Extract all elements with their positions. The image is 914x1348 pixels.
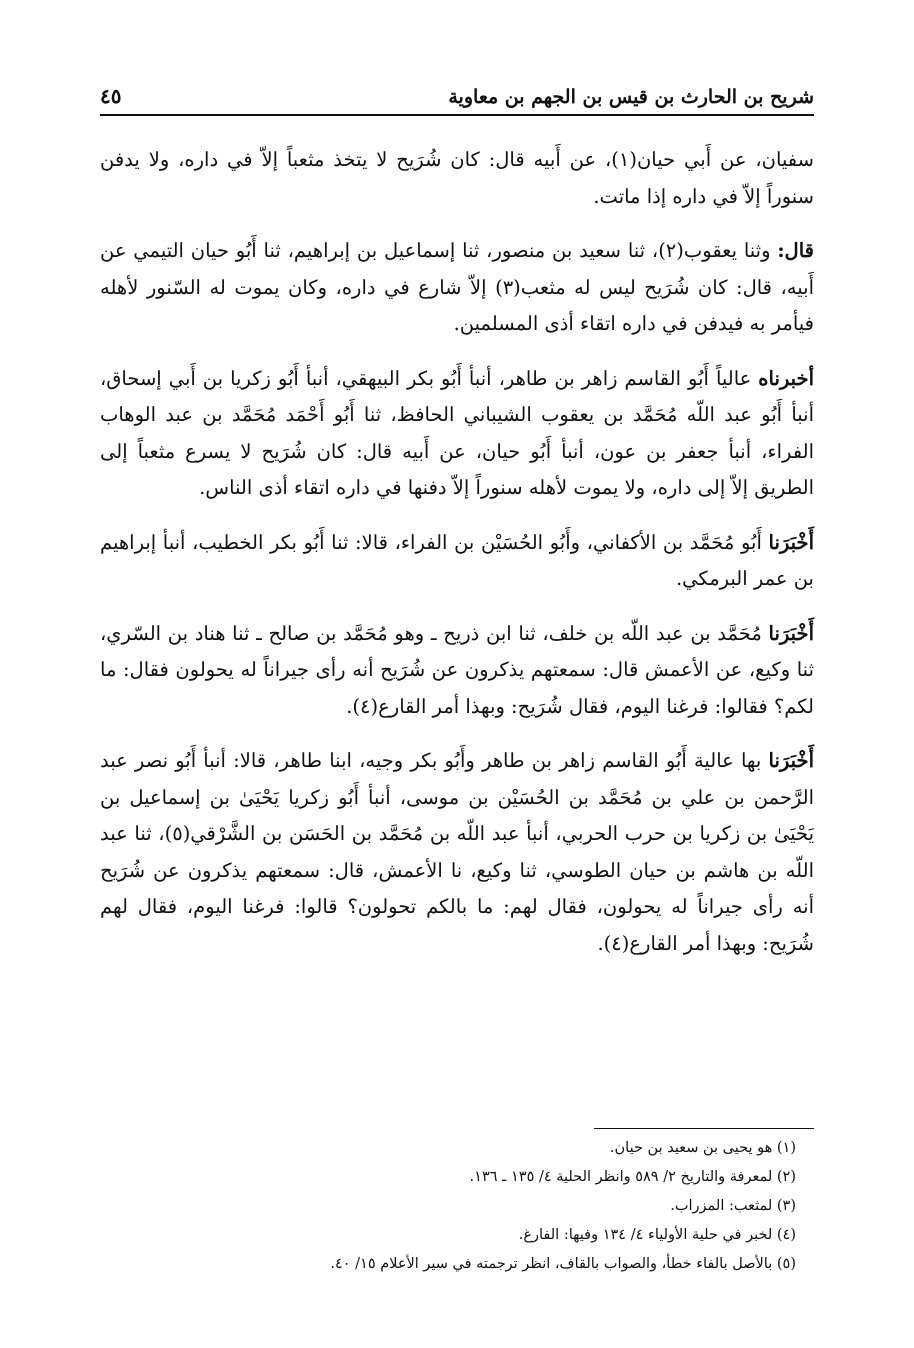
paragraph-text: وثنا يعقوب(٢)، ثنا سعيد بن منصور، ثنا إسماعيل بن إبراهيم، ثنا أَبُو حيان التيمي عن أَبيه، قال: كان شُرَيح ليس له مثعب(٣) إلاّ شارع في داره، وكان يموت له السّنور لأهله فيأمر به فيدفن في داره اتقاء أذى المسلمين.	[100, 239, 814, 335]
footnote: (٢) لمعرفة والتاريخ ٢/ ٥٨٩ وانظر الحلية ٤/ ١٣٥ ـ ١٣٦.	[469, 1169, 796, 1185]
paragraph-text: عالياً أَبُو القاسم زاهر بن طاهر، أنبأ أَبُو بكر البيهقي، أنبأ أَبُو زكريا بن أَبي إسحاق، أنبأ أَبُو عبد اللّه مُحَمَّد بن يعقوب الشيباني الحافظ، ثنا أَبُو أَحْمَد مُحَمَّد بن عبد الوهاب الفراء، أنبأ جعفر بن عون، أنبأ أَبُو حيان، عن أَبيه قال: كان شُرَيح لا يسرع مثعباً إلى الطريق إلاّ إلى داره، ولا يموت لأهله سنوراً إلاّ دفنها في داره اتقاء أذى الناس.	[100, 366, 814, 499]
paragraph	[100, 743, 814, 962]
paragraph	[100, 361, 814, 507]
page-number: ٤٥	[100, 84, 122, 108]
footnotes	[100, 1134, 814, 1279]
paragraph	[100, 142, 814, 215]
paragraph	[100, 616, 814, 726]
paragraph-lead: قال:	[777, 239, 814, 262]
paragraph-lead: أَخْبَرَنا	[768, 749, 814, 772]
footnote: (١) هو يحيى بن سعيد بن حيان.	[609, 1140, 796, 1156]
paragraph-text: أَبُو مُحَمَّد بن الأكفاني، وأَبُو الحُسَيْن بن الفراء، قالا: ثنا أَبُو بكر الخطيب، أنبأ إبراهيم بن عمر البرمكي.	[100, 530, 814, 590]
paragraph-text: سفيان، عن أَبي حيان(١)، عن أَبيه قال: كان شُرَيح لا يتخذ مثعباً إلاّ في داره، ولا يدفن سنوراً إلاّ في داره إذا ماتت.	[100, 148, 814, 208]
footnote: (٥) بالأصل بالفاء خطأ، والصواب بالقاف، انظر ترجمته في سير الأعلام ١٥/ ٤٠.	[330, 1256, 796, 1272]
footnote: (٤) لخبر في حلية الأولياء ٤/ ١٣٤ وفيها: الفارغ.	[518, 1227, 796, 1243]
paragraph	[100, 233, 814, 343]
paragraph-lead: أَخْبَرَنا	[768, 621, 814, 645]
paragraph	[100, 525, 814, 598]
paragraph-lead: أخبرناه	[758, 366, 814, 390]
running-title: شريح بن الحارث بن قيس بن الجهم بن معاوية	[448, 86, 814, 108]
paragraph-text: مُحَمَّد بن عبد اللّه بن خلف، ثنا ابن ذريح ـ وهو مُحَمَّد بن صالح ـ ثنا هناد بن السّري، ثنا وكيع، عن الأعمش قال: سمعتهم يذكرون عن شُرَيح أنه رأى جيراناً له يحولون فقال: ما لكم؟ فقالوا: فرغنا اليوم، فقال شُرَيح: وبهذا أمر القارع(٤).	[100, 621, 814, 718]
footnote: (٣) لمثعب: المزراب.	[670, 1198, 796, 1214]
footnote-divider	[594, 1128, 814, 1129]
paragraph-text: بها عالية أَبُو القاسم زاهر بن طاهر وأَبُو بكر وجيه، ابنا طاهر، قالا: أنبأ أَبُو نصر عبد الرَّحمن بن علي بن مُحَمَّد بن الحُسَيْن بن موسى، أنبأ أَبُو زكريا يَحْيَىٰ بن إسماعيل بن يَحْيَىٰ بن زكريا بن حرب الحربي، أنبأ عبد اللّه بن مُحَمَّد بن الحَسَن بن الشَّرْقي(٥)، ثنا عبد اللّه بن هاشم بن حيان الطوسي، ثنا وكيع، نا الأعمش، قال: سمعتهم يذكرون عن شُرَيح أنه رأى جيراناً له يحولون، فقال لهم: ما بالكم تحولون؟ قالوا: فرغنا اليوم، فقال لهم شُرَيح: وبهذا أمر القارع(٤).	[100, 749, 814, 955]
page-header	[100, 70, 814, 116]
paragraph-lead: أَخْبَرَنا	[768, 530, 814, 554]
main-text	[100, 142, 814, 980]
